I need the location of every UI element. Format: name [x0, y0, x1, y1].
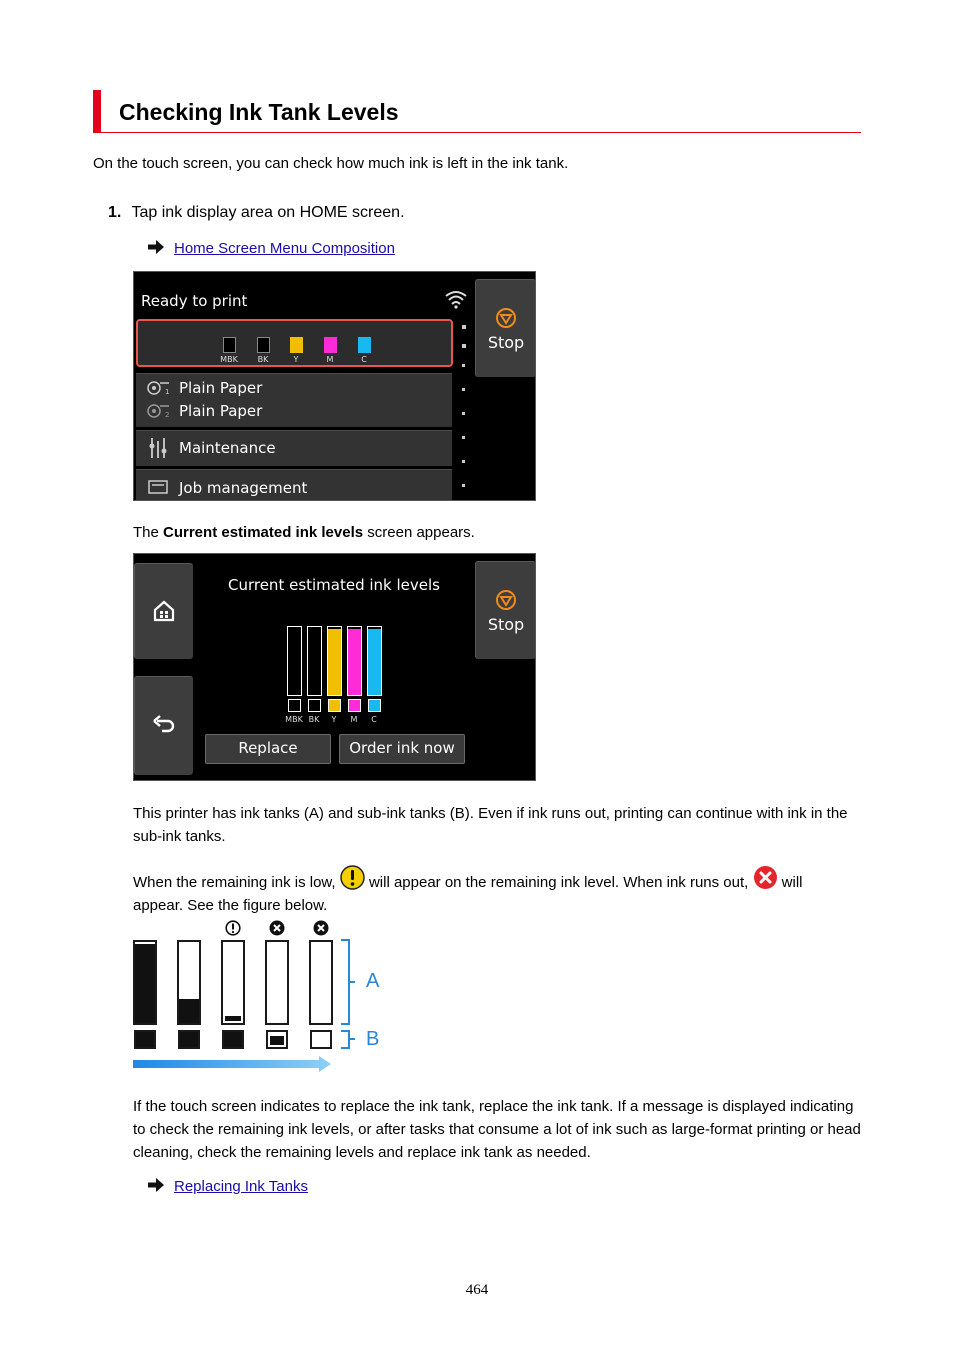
figure-sub-tank-1	[134, 1030, 156, 1049]
home-screen-image	[133, 271, 536, 501]
figure-sub-tank-3	[222, 1030, 244, 1049]
label-b: B	[366, 1028, 380, 1050]
ink-label: MBK	[220, 355, 238, 364]
ink-label: Y	[293, 355, 299, 364]
low-ink-paragraph	[133, 865, 863, 917]
ink-label: M	[326, 355, 334, 364]
error-outline-icon	[269, 920, 285, 936]
ink-swatch-y	[290, 337, 303, 353]
ink-tank-y	[327, 626, 342, 696]
low-ink-text-c: will	[781, 874, 803, 891]
sub-tank-bk	[308, 699, 321, 712]
back-arrow-icon	[153, 715, 175, 733]
tanks-paragraph: This printer has ink tanks (A) and sub-ink tanks (B). Even if ink runs out, printing can continue with ink in the sub-ink tanks.	[133, 805, 848, 845]
stop-button[interactable]	[475, 561, 536, 659]
ink-level-figure	[133, 918, 388, 1076]
paper-1-label: Plain Paper	[179, 379, 263, 397]
back-button[interactable]	[134, 676, 193, 775]
scroll-dot	[462, 484, 465, 487]
home-menu-link-row	[148, 237, 395, 260]
step-1	[108, 202, 405, 224]
ink-tank-c	[367, 626, 382, 696]
ink-tank-m	[347, 626, 362, 696]
appears-pre: The	[133, 524, 164, 541]
page-number: 464	[465, 1282, 489, 1298]
sub-tank-m	[348, 699, 361, 712]
home-icon	[153, 600, 175, 622]
figure-tank-4	[265, 940, 289, 1025]
ink-level-screen-image	[133, 553, 536, 781]
maintenance-label: Maintenance	[179, 439, 276, 457]
step-text: Tap ink display area on HOME screen.	[131, 204, 405, 221]
stop-icon	[495, 307, 517, 329]
page-title: Checking Ink Tank Levels	[119, 99, 399, 125]
ink-swatch-c	[358, 337, 371, 353]
error-icon	[753, 865, 778, 890]
ink-swatch-bk	[257, 337, 270, 353]
intro-text: On the touch screen, you can check how much ink is left in the ink tank.	[93, 155, 569, 172]
replace-button[interactable]: Replace	[205, 734, 331, 764]
ink-label: BK	[257, 355, 269, 364]
figure-tank-3	[221, 940, 245, 1025]
screen-appears-text	[133, 521, 475, 544]
low-ink-text-d: appear. See the figure below.	[133, 897, 328, 914]
paper-settings-row[interactable]	[136, 373, 452, 427]
ink-tank-mbk	[287, 626, 302, 696]
scroll-dot	[462, 344, 466, 348]
label-a: A	[366, 970, 380, 992]
scroll-dot	[462, 460, 465, 463]
ink-swatch-mbk	[223, 337, 236, 353]
job-list-icon	[148, 480, 168, 494]
roll-paper-1-icon	[147, 381, 171, 395]
ink-label: MBK	[285, 715, 303, 724]
ink-swatch-m	[324, 337, 337, 353]
ink-label: C	[361, 355, 367, 364]
stop-label: Stop	[487, 333, 525, 352]
stop-icon	[495, 589, 517, 611]
low-ink-text-a: When the remaining ink is low,	[133, 874, 336, 891]
replace-paragraph: If the touch screen indicates to replace the ink tank, replace the ink tank. If a message is displayed indicating to check the remaining ink levels, or after tasks that consume a lot of ink such as large-format printing or head cleaning, check the remaining levels and replace ink tank as needed.	[133, 1098, 861, 1161]
stop-label: Stop	[487, 615, 525, 634]
appears-bold: Current estimated ink levels	[163, 524, 364, 541]
svg-text:2: 2	[165, 411, 170, 418]
figure-sub-tank-4	[266, 1030, 288, 1049]
home-button[interactable]	[134, 563, 193, 659]
ink-label: BK	[308, 715, 320, 724]
arrow-right-icon	[148, 240, 164, 254]
step-number: 1.	[108, 204, 122, 221]
stop-button[interactable]	[475, 279, 536, 377]
figure-tank-2	[177, 940, 201, 1025]
order-ink-now-button[interactable]: Order ink now	[339, 734, 465, 764]
ink-label: M	[350, 715, 358, 724]
ink-tank-bk	[307, 626, 322, 696]
figure-sub-tank-2	[178, 1030, 200, 1049]
paper-2-label: Plain Paper	[179, 402, 263, 420]
scroll-dot	[462, 436, 465, 439]
arrow-right-icon	[148, 1178, 164, 1192]
heading-accent-bar	[93, 90, 101, 133]
sub-tank-c	[368, 699, 381, 712]
scroll-dot	[462, 388, 465, 391]
replacing-ink-tanks-link[interactable]: Replacing Ink Tanks	[174, 1178, 308, 1195]
ink-screen-title: Current estimated ink levels	[227, 576, 440, 594]
status-text: Ready to print	[141, 292, 248, 310]
warning-icon	[340, 865, 365, 890]
warning-outline-icon	[225, 920, 241, 936]
figure-tank-5	[309, 940, 333, 1025]
job-management-label: Job management	[179, 479, 308, 497]
ink-label: Y	[331, 715, 337, 724]
scroll-dot	[462, 325, 466, 329]
ink-label: C	[371, 715, 377, 724]
low-ink-text-b: will appear on the remaining ink level. When ink runs out,	[368, 874, 749, 891]
wifi-icon	[445, 289, 467, 309]
ink-display-area[interactable]	[136, 319, 453, 367]
consumption-arrow	[133, 1056, 333, 1074]
figure-tank-1	[133, 940, 157, 1025]
error-outline-icon	[313, 920, 329, 936]
sub-tank-mbk	[288, 699, 301, 712]
maintenance-row[interactable]	[136, 430, 452, 466]
replacing-link-row	[148, 1175, 308, 1198]
scroll-dot	[462, 364, 465, 367]
scroll-dot	[462, 412, 465, 415]
home-menu-link[interactable]: Home Screen Menu Composition	[174, 240, 395, 257]
appears-post: screen appears.	[363, 524, 475, 541]
heading-rule	[101, 132, 861, 133]
maintenance-tools-icon	[148, 437, 168, 459]
sub-tank-y	[328, 699, 341, 712]
roll-paper-2-icon	[147, 404, 171, 418]
figure-sub-tank-5	[310, 1030, 332, 1049]
svg-text:1: 1	[165, 388, 170, 395]
job-management-row[interactable]	[136, 469, 452, 500]
